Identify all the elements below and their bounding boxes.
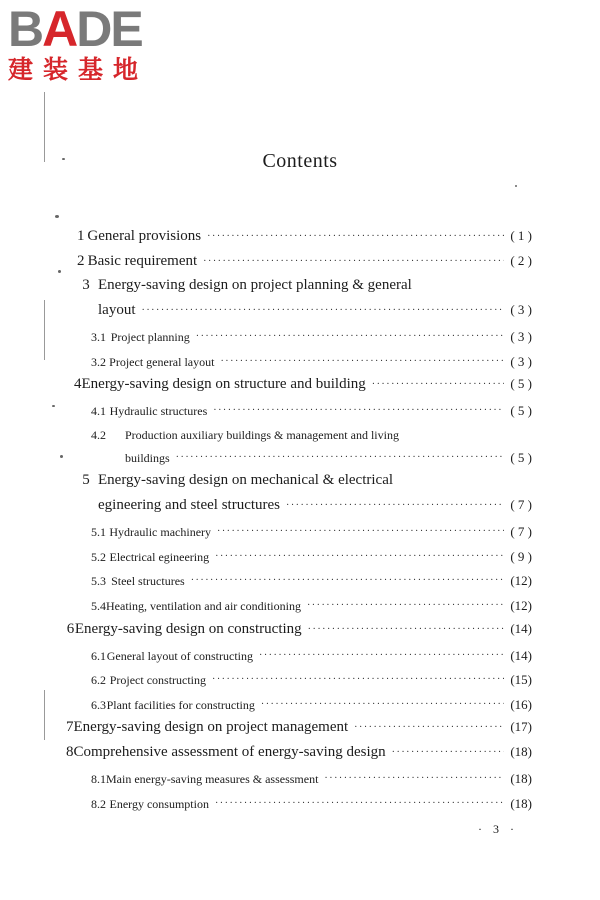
toc-title: Hydraulic structures (109, 404, 208, 418)
dot-leader (212, 675, 504, 685)
toc-entry-5-4[interactable] (91, 598, 532, 614)
toc-page: (18) (510, 771, 532, 786)
toc-number: 6.3 (91, 698, 106, 712)
toc-entry-5[interactable] (74, 472, 532, 489)
toc-title: General provisions (87, 228, 202, 244)
toc-page: ( 2 ) (510, 253, 532, 268)
toc-page: (16) (510, 697, 532, 712)
toc-number: 5 (82, 472, 90, 488)
toc-number: 3.2 (91, 355, 106, 369)
dot-leader (307, 601, 504, 611)
dot-leader (207, 232, 504, 242)
dot-leader (308, 625, 505, 635)
toc-title: Steel structures (111, 574, 185, 588)
dot-leader (354, 723, 504, 733)
toc-title: Project general layout (109, 355, 215, 369)
toc-page: (17) (510, 719, 532, 734)
toc-number: 4 (74, 376, 82, 392)
toc-entry-5-continued[interactable] (98, 497, 532, 514)
toc-title-continued: layout (98, 302, 136, 318)
toc-number: 5.2 (91, 550, 106, 564)
toc-entry-5-3[interactable] (91, 573, 532, 589)
dot-leader (213, 406, 504, 416)
toc-number: 2 (77, 253, 85, 269)
toc-entry-3-2[interactable] (91, 354, 532, 370)
toc-title: Energy-saving design on project management (73, 719, 349, 735)
toc-page: (12) (510, 573, 532, 588)
toc-entry-2[interactable] (74, 253, 532, 270)
toc-number: 7 (66, 719, 74, 735)
toc-title: Basic requirement (87, 253, 198, 269)
toc-page: (18) (510, 796, 532, 811)
toc-entry-6-3[interactable] (91, 697, 532, 713)
toc-title: Electrical egineering (109, 550, 210, 564)
toc-title: Production auxiliary buildings & management and living (125, 428, 399, 442)
toc-entry-3-continued[interactable] (98, 302, 532, 319)
toc-entry-1[interactable] (74, 228, 532, 245)
toc-title: Energy consumption (109, 797, 209, 811)
toc-page: ( 7 ) (510, 524, 532, 539)
toc-entry-6-2[interactable] (91, 672, 532, 688)
dot-leader (191, 576, 505, 586)
toc-page: ( 5 ) (510, 376, 532, 391)
toc-number: 5.1 (91, 525, 106, 539)
dot-leader (392, 748, 505, 758)
toc-number: 6.1 (91, 649, 106, 663)
toc-entry-4-2-continued[interactable] (125, 450, 532, 466)
toc-title: Hydraulic machinery (109, 525, 212, 539)
toc-entry-8-1[interactable] (91, 771, 532, 787)
toc-page: (14) (510, 621, 532, 636)
toc-title: Project planning (110, 330, 190, 344)
toc-page: ( 7 ) (510, 497, 532, 512)
toc-number: 3 (82, 277, 90, 293)
toc-number: 5.4 (91, 599, 106, 613)
toc-page: ( 5 ) (510, 450, 532, 465)
toc-title: Heating, ventilation and air conditioning (106, 599, 301, 613)
toc-title: Main energy-saving measures & assessment (106, 772, 319, 786)
toc-title: Project constructing (109, 673, 207, 687)
toc-title: Comprehensive assessment of energy-saving design (73, 744, 386, 760)
toc-entry-4[interactable] (74, 376, 532, 393)
toc-number: 8.1 (91, 772, 106, 786)
toc-entry-4-2[interactable] (91, 428, 532, 443)
toc-page: (15) (510, 672, 532, 687)
dot-leader (261, 700, 504, 710)
toc-title: Energy-saving design on mechanical & electrical (98, 472, 394, 488)
toc-number: 4.1 (91, 404, 106, 418)
toc-page: ( 1 ) (510, 228, 532, 243)
logo-letters-de: DE (76, 1, 142, 57)
toc-title: General layout of constructing (106, 649, 253, 663)
toc-entry-5-1[interactable] (91, 524, 532, 540)
toc-entry-3-1[interactable] (91, 329, 532, 345)
toc-title: Plant facilities for constructing (106, 698, 255, 712)
toc-number: 6.2 (91, 673, 106, 687)
dot-leader (259, 651, 504, 661)
logo-letter-a: A (42, 1, 77, 57)
toc-entry-8[interactable] (66, 744, 532, 761)
toc-page: (12) (510, 598, 532, 613)
toc-page: ( 3 ) (510, 302, 532, 317)
toc-entry-6[interactable] (66, 621, 532, 638)
toc-entry-5-2[interactable] (91, 549, 532, 565)
dot-leader (176, 453, 505, 463)
toc-page: (14) (510, 648, 532, 663)
toc-page: ( 9 ) (510, 549, 532, 564)
toc-number: 1 (76, 228, 85, 244)
toc-number: 8 (66, 744, 74, 760)
dot-leader (217, 527, 504, 537)
page-title: Contents (262, 150, 338, 172)
toc-page: (18) (510, 744, 532, 759)
toc-entry-8-2[interactable] (91, 796, 532, 812)
toc-page: ( 3 ) (510, 329, 532, 344)
toc-number: 5.3 (91, 574, 106, 588)
toc-title: Energy-saving design on structure and building (81, 376, 366, 392)
toc-title-continued: buildings (125, 451, 170, 465)
dot-leader (203, 257, 504, 267)
dot-leader (286, 501, 504, 511)
toc-title: Energy-saving design on project planning & general (98, 277, 412, 293)
toc-number: 8.2 (91, 797, 106, 811)
toc-title-continued: egineering and steel structures (98, 497, 281, 513)
dot-leader (220, 357, 504, 367)
dot-leader (196, 332, 505, 342)
dot-leader (215, 799, 504, 809)
page-number: · 3 · (478, 822, 518, 836)
logo-letter-b: B (8, 1, 43, 57)
toc-number: 3.1 (91, 330, 106, 344)
toc-entry-3[interactable] (74, 277, 532, 294)
dot-leader (215, 552, 504, 562)
toc-number: 4.2 (91, 428, 106, 442)
toc-entry-6-1[interactable] (91, 648, 532, 664)
toc-entry-7[interactable] (66, 719, 532, 736)
toc-page: ( 5 ) (510, 403, 532, 418)
toc-entry-4-1[interactable] (91, 403, 532, 419)
dot-leader (324, 774, 504, 784)
toc-number: 6 (66, 621, 75, 637)
toc-page: ( 3 ) (510, 354, 532, 369)
logo-chinese-text: 建装基地 (8, 55, 149, 84)
toc-title: Energy-saving design on constructing (74, 621, 302, 637)
dot-leader (142, 306, 505, 316)
dot-leader (372, 380, 505, 390)
